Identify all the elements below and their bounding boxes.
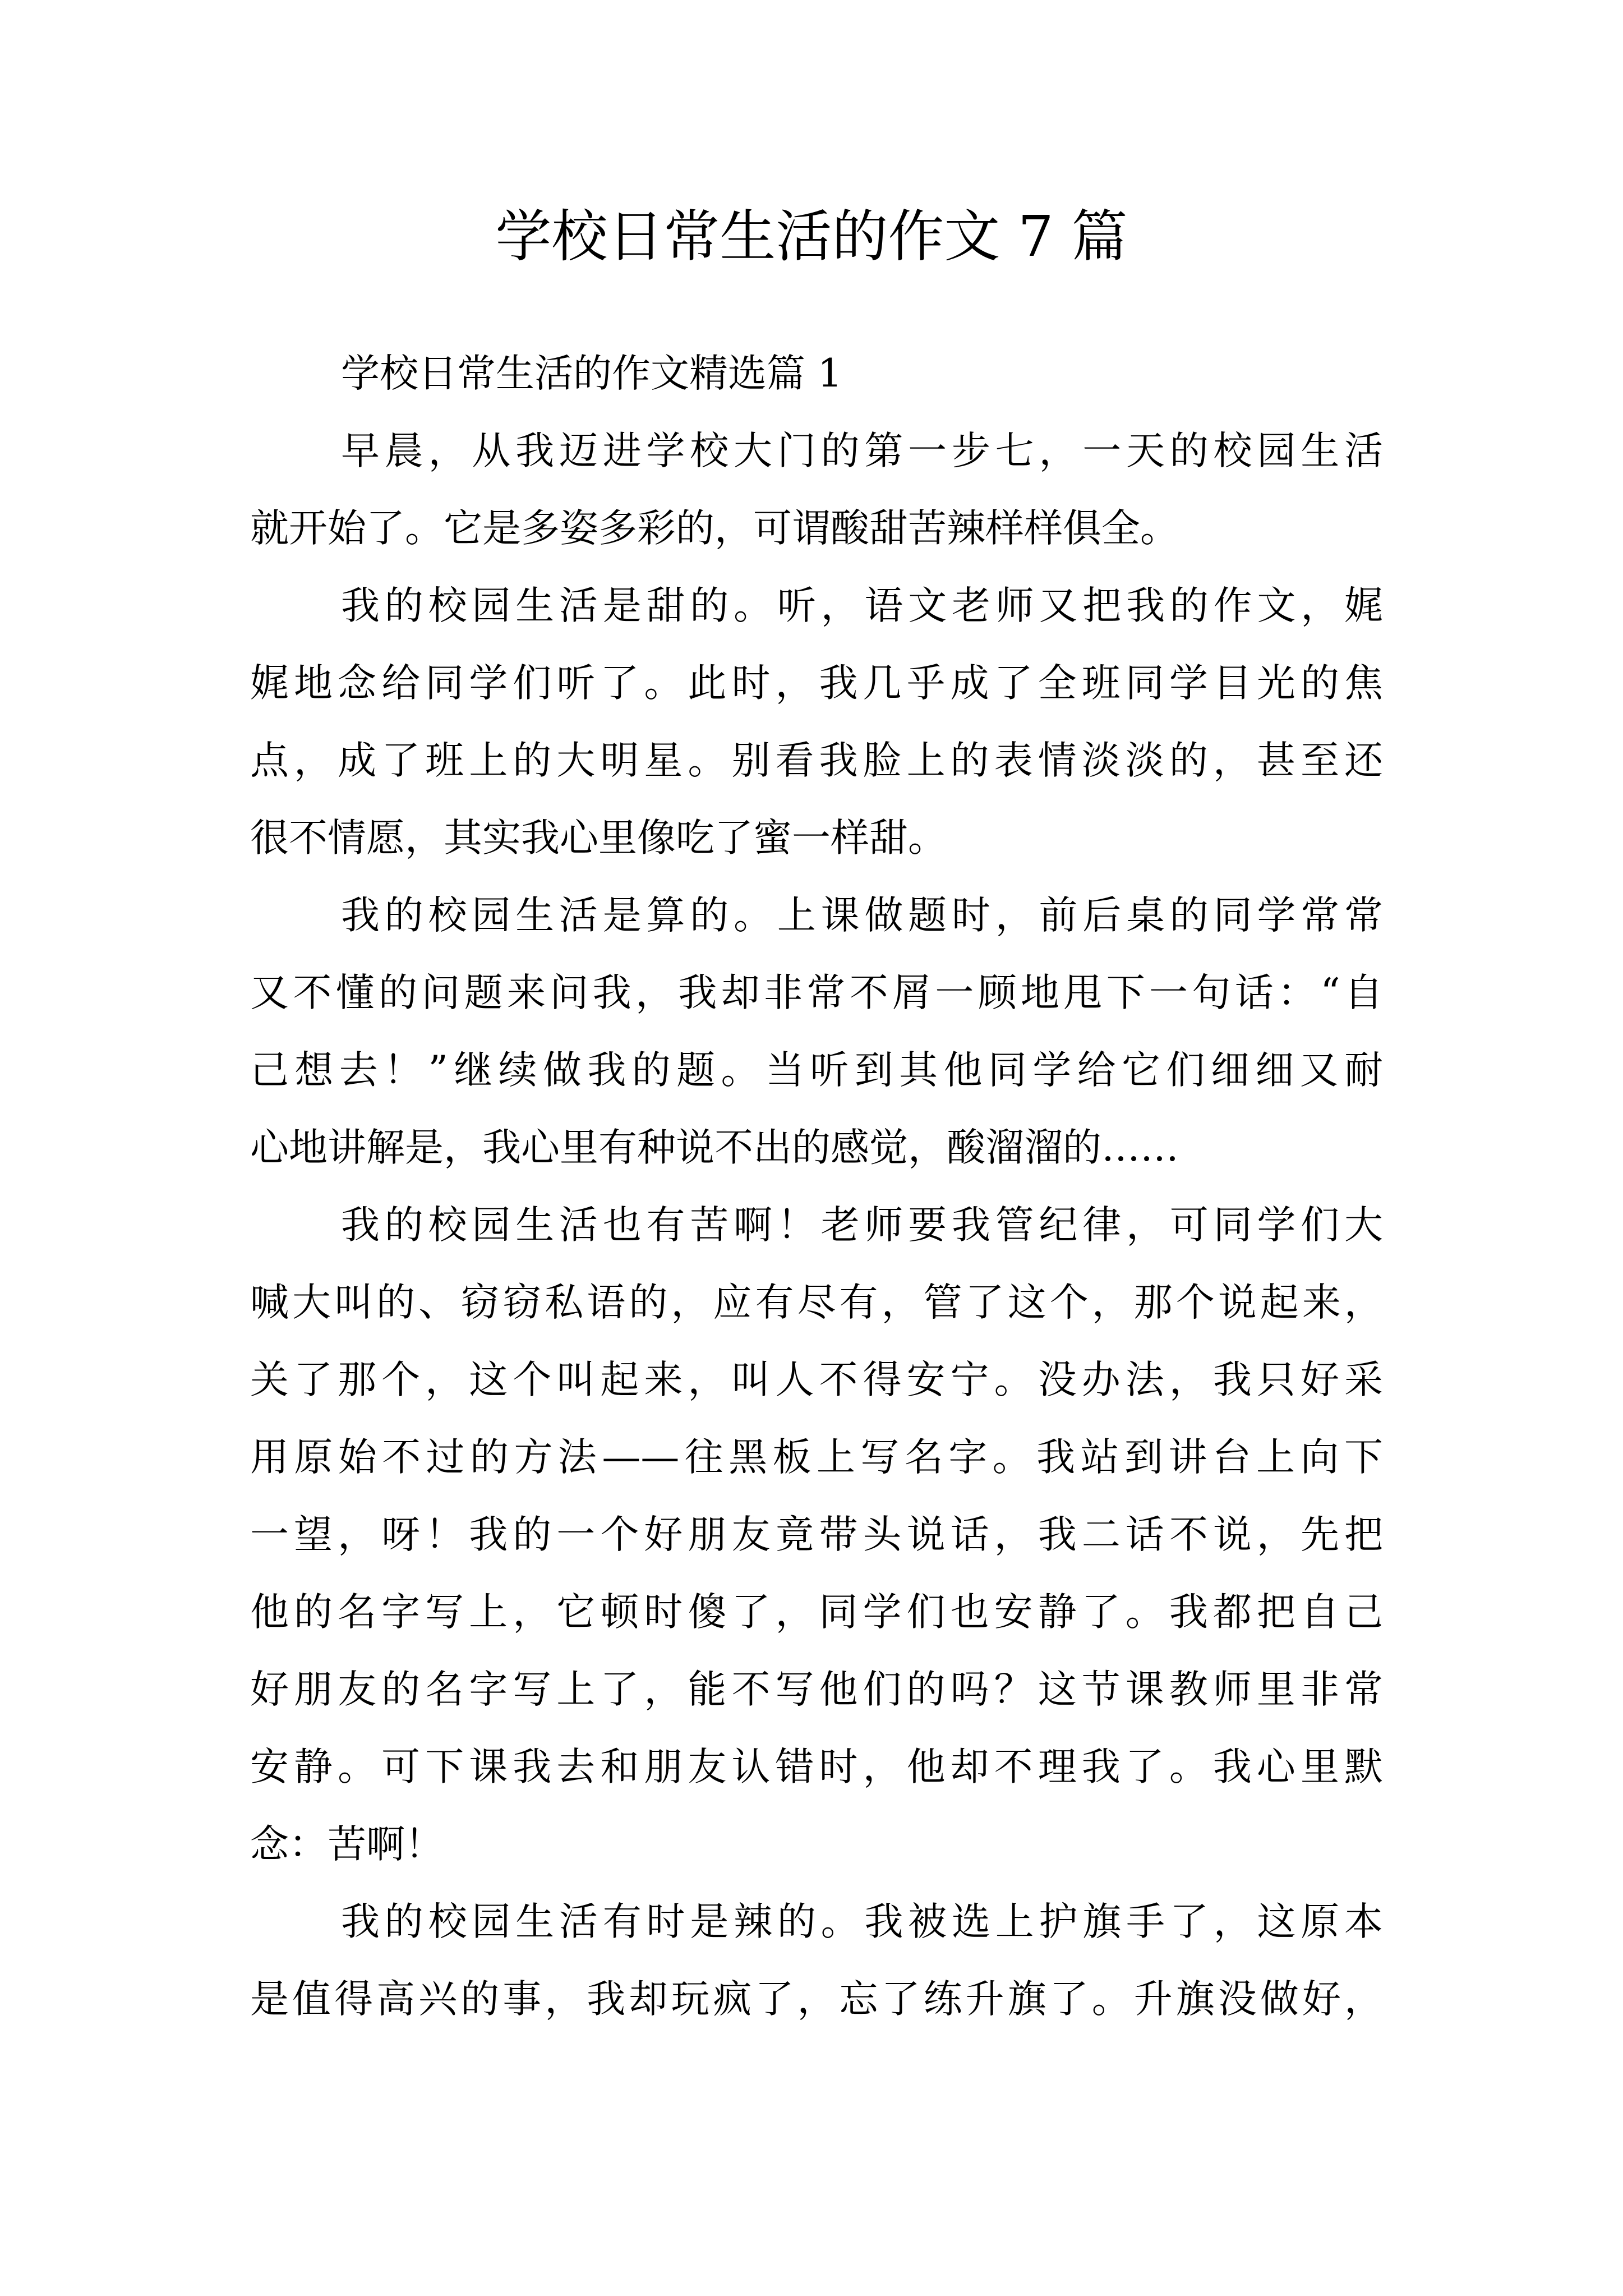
paragraph-line: 安静。可下课我去和朋友认错时，他却不理我了。我心里默: [250, 1745, 1383, 1789]
paragraph-1: [250, 412, 1383, 567]
paragraph-line: 是值得高兴的事，我却玩疯了，忘了练升旗了。升旗没做好，: [250, 1977, 1383, 2022]
paragraph-line: 他的名字写上，它顿时傻了，同学们也安静了。我都把自己: [250, 1590, 1383, 1635]
section-heading: 学校日常生活的作文精选篇 1: [341, 351, 842, 396]
paragraph-line: 早晨，从我迈进学校大门的第一步七，一天的校园生活: [341, 429, 1383, 473]
paragraph-line: 关了那个，这个叫起来，叫人不得安宁。没办法，我只好采: [250, 1358, 1383, 1402]
article-body: [250, 335, 1383, 2038]
paragraph-4: [250, 1186, 1383, 1883]
paragraph-line: 又不懂的问题来问我，我却非常不屑一顾地甩下一句话：“自: [250, 970, 1383, 1015]
paragraph-line: 点，成了班上的大明星。别看我脸上的表情淡淡的，甚至还: [250, 738, 1383, 783]
paragraph-line: 一望，呀！我的一个好朋友竟带头说话，我二话不说，先把: [250, 1512, 1383, 1557]
paragraph-line: 我的校园生活也有苦啊！老师要我管纪律，可同学们大: [341, 1203, 1383, 1248]
paragraph-line: 就开始了。它是多姿多彩的，可谓酸甜苦辣样样俱全。: [250, 506, 1179, 551]
paragraph-2: [250, 567, 1383, 877]
paragraph-line: 我的校园生活有时是辣的。我被选上护旗手了，这原本: [341, 1899, 1383, 1944]
paragraph-line: 心地讲解是，我心里有种说不出的感觉，酸溜溜的……: [250, 1125, 1179, 1170]
paragraph-5: [250, 1883, 1383, 2038]
paragraph-line: 我的校园生活是算的。上课做题时，前后桌的同学常常: [341, 893, 1383, 938]
paragraph-line: 念：苦啊！: [250, 1822, 444, 1867]
document-title: 学校日常生活的作文 7 篇: [495, 204, 1128, 269]
paragraph-line: 己想去！”继续做我的题。当听到其他同学给它们细细又耐: [250, 1048, 1383, 1093]
paragraph-line: 我的校园生活是甜的。听，语文老师又把我的作文，娓: [341, 583, 1383, 628]
paragraph-line: 很不情愿，其实我心里像吃了蜜一样甜。: [250, 816, 947, 861]
paragraph-line: 好朋友的名字写上了，能不写他们的吗？这节课教师里非常: [250, 1667, 1383, 1712]
paragraph-3: [250, 877, 1383, 1186]
paragraph-line: 用原始不过的方法——往黑板上写名字。我站到讲台上向下: [250, 1435, 1383, 1480]
paragraph-line: 娓地念给同学们听了。此时，我几乎成了全班同学目光的焦: [250, 661, 1383, 706]
paragraph-line: 喊大叫的、窃窃私语的，应有尽有，管了这个，那个说起来，: [250, 1280, 1383, 1325]
